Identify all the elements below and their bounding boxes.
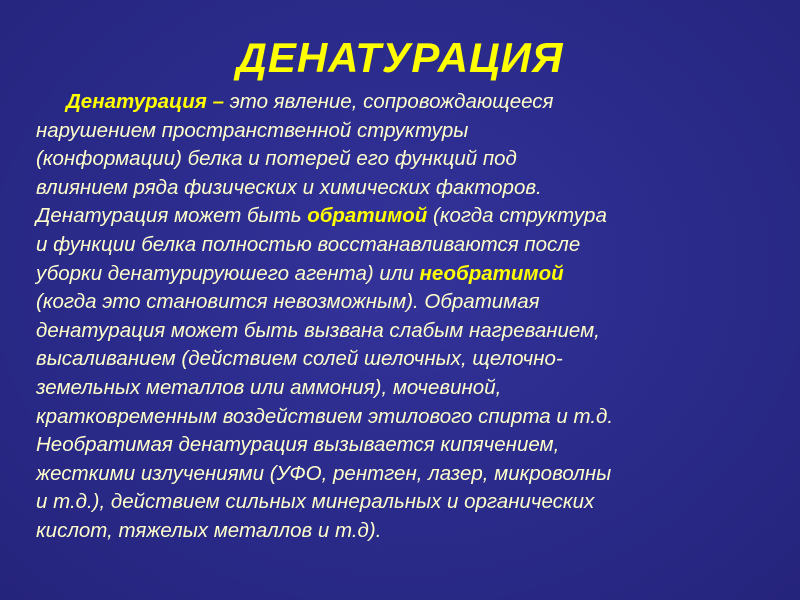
text-line: и т.д.), действием сильных минеральных и органических	[36, 490, 595, 514]
text-line: (конформации) белка и потерей его функций под	[36, 147, 517, 171]
text-line: (когда это становится невозможным). Обратимая	[36, 290, 540, 314]
text-line: кратковременным воздействием этилового спирта и т.д.	[36, 404, 614, 428]
definition-paragraph	[36, 88, 796, 546]
text-line	[36, 260, 796, 289]
text-segment: Денатурация может быть	[36, 204, 308, 228]
text-line: кислот, тяжелых металлов и т.д).	[36, 518, 382, 542]
text-line	[36, 202, 796, 231]
text-line: нарушением пространственной структуры	[36, 118, 469, 142]
text-line: влиянием ряда физических и химических факторов.	[36, 175, 542, 199]
text-segment: это явление, сопровождающееся	[223, 90, 554, 113]
text-line: денатурация может быть вызвана слабым нагреванием,	[36, 318, 600, 342]
text-line: и функции белка полностью восстанавливаются после	[36, 232, 581, 256]
text-line: высаливанием (действием солей шелочных, щелочно-	[36, 347, 563, 371]
text-line	[36, 88, 796, 117]
term-irreversible: необратимой	[419, 261, 564, 285]
term-denaturation: Денатурация –	[66, 90, 224, 113]
term-reversible: обратимой	[307, 204, 428, 228]
text-segment: уборки денатурируюшего агента) или	[36, 261, 420, 285]
slide-title: ДЕНАТУРАЦИЯ	[236, 34, 564, 81]
text-segment: (когда структура	[427, 204, 607, 228]
text-line: Необратимая денатурация вызывается кипячением,	[36, 433, 560, 457]
text-line: жесткими излучениями (УФО, рентген, лазер, микроволны	[36, 461, 612, 485]
text-line: земельных металлов или аммония), мочевиной,	[36, 375, 502, 399]
